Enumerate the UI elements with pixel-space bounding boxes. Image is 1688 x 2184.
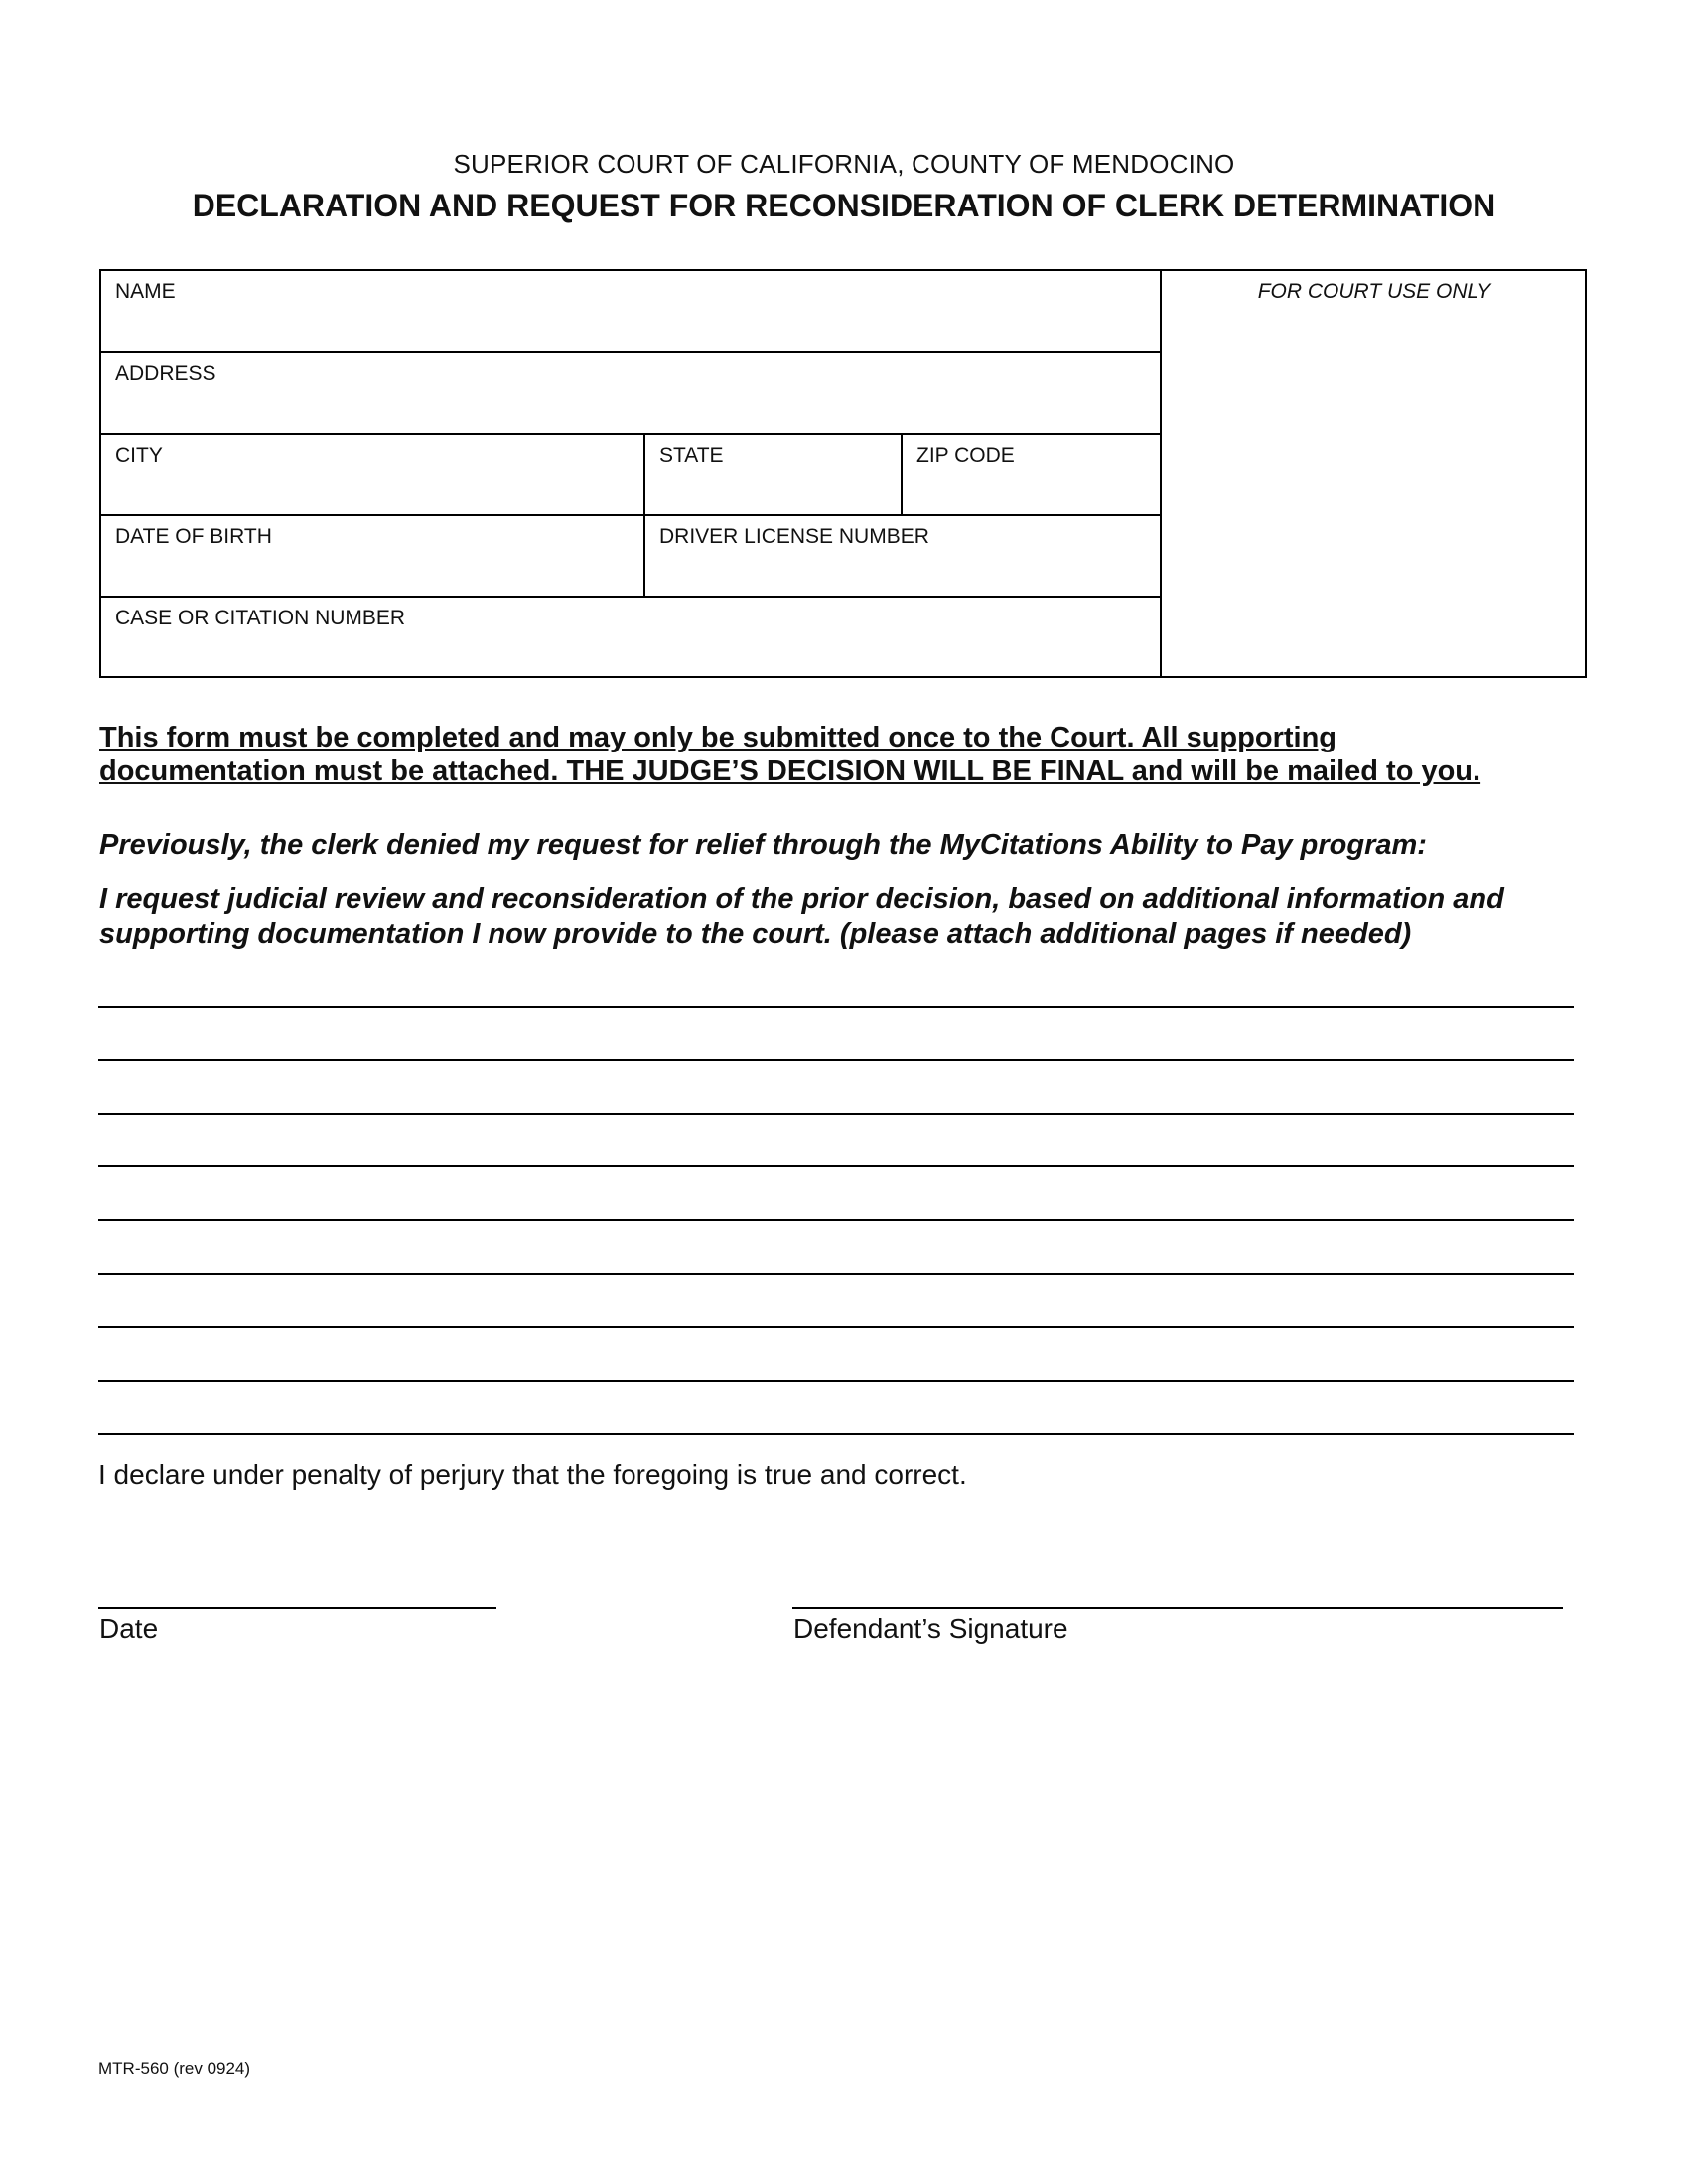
address-field[interactable] bbox=[101, 353, 1160, 433]
court-name: SUPERIOR COURT OF CALIFORNIA, COUNTY OF MENDOCINO bbox=[453, 149, 1235, 179]
info-table bbox=[99, 269, 1587, 678]
writing-line bbox=[98, 1433, 1574, 1435]
form-number: MTR-560 (rev 0924) bbox=[98, 2059, 251, 2078]
license-label: DRIVER LICENSE NUMBER bbox=[659, 525, 929, 548]
address-label: ADDRESS bbox=[115, 362, 216, 385]
writing-line bbox=[98, 1273, 1574, 1275]
name-field[interactable] bbox=[101, 271, 1160, 351]
writing-line bbox=[98, 1006, 1574, 1008]
form-title: DECLARATION AND REQUEST FOR RECONSIDERATION OF CLERK DETERMINATION bbox=[192, 188, 1496, 223]
zip-label: ZIP CODE bbox=[916, 444, 1015, 467]
writing-line bbox=[98, 1219, 1574, 1221]
writing-line bbox=[98, 1326, 1574, 1328]
request-line-1: I request judicial review and reconsideration of the prior decision, based on additional information and bbox=[99, 884, 1504, 915]
writing-line bbox=[98, 1113, 1574, 1115]
court-use-divider bbox=[1160, 271, 1162, 678]
signature-line[interactable] bbox=[792, 1607, 1563, 1609]
writing-line bbox=[98, 1059, 1574, 1061]
perjury-declaration: I declare under penalty of perjury that the foregoing is true and correct. bbox=[98, 1459, 967, 1490]
previously-statement: Previously, the clerk denied my request for relief through the MyCitations Ability to Pay program: bbox=[99, 829, 1427, 861]
writing-line bbox=[98, 1165, 1574, 1167]
dob-label: DATE OF BIRTH bbox=[115, 525, 272, 548]
court-use-label: FOR COURT USE ONLY bbox=[1257, 280, 1491, 303]
notice-line-1: This form must be completed and may only be submitted once to the Court. All supporting bbox=[99, 722, 1337, 753]
date-line[interactable] bbox=[98, 1607, 496, 1609]
request-statement bbox=[99, 883, 1609, 952]
case-number-label: CASE OR CITATION NUMBER bbox=[115, 607, 406, 629]
license-field[interactable] bbox=[645, 516, 1160, 596]
request-line-2: supporting documentation I now provide to the court. (please attach additional pages if needed) bbox=[99, 918, 1412, 950]
date-label: Date bbox=[99, 1613, 159, 1644]
zip-field[interactable] bbox=[903, 435, 1160, 514]
city-label: CITY bbox=[115, 444, 163, 467]
city-field[interactable] bbox=[101, 435, 643, 514]
case-number-field[interactable] bbox=[101, 598, 1160, 678]
state-label: STATE bbox=[659, 444, 724, 467]
dob-field[interactable] bbox=[101, 516, 643, 596]
submission-notice bbox=[99, 721, 1599, 788]
signature-label: Defendant’s Signature bbox=[793, 1613, 1068, 1644]
writing-line bbox=[98, 1380, 1574, 1382]
name-label: NAME bbox=[115, 280, 176, 303]
state-field[interactable] bbox=[645, 435, 901, 514]
notice-line-2: documentation must be attached. THE JUDGE’S DECISION WILL BE FINAL and will be mailed to you. bbox=[99, 755, 1481, 787]
